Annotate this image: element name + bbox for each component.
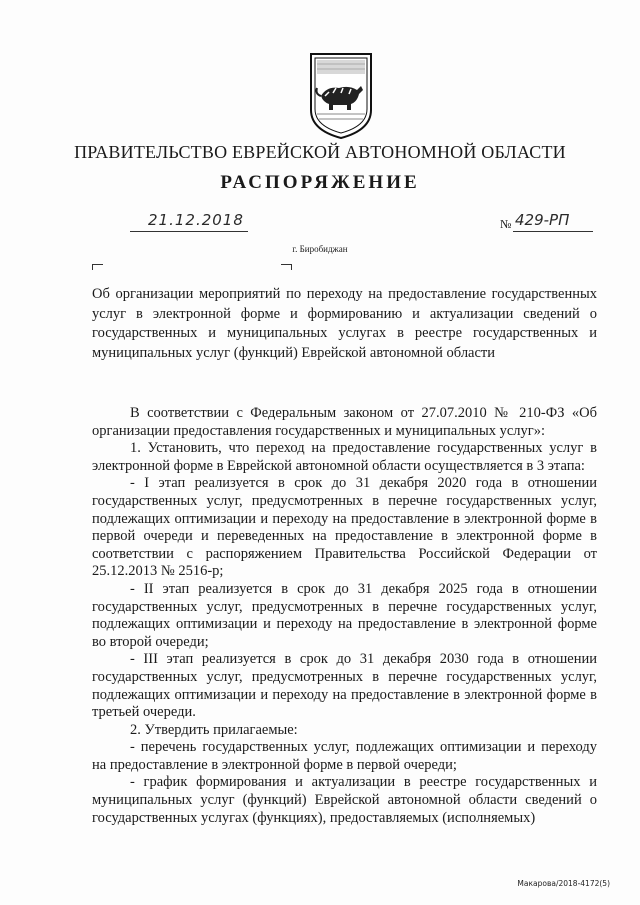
paragraph-list-perechen: - перечень государственных услуг, подлежащих оптимизации и переходу на предоставление в электронной форме в первой очереди;	[92, 739, 597, 773]
paragraph-list-grafik: - график формирования и актуализации в реестре государственных и муниципальных услуг (функций) Еврейской автономной области сведений о государственных услугах (функциях), предоставляемых (исполняемых)	[92, 774, 597, 826]
subject-bracket-left	[92, 264, 103, 270]
document-number: 429-РП	[515, 211, 570, 229]
footer-reference: Макарова/2018-4172(5)	[517, 879, 610, 888]
number-sign: №	[500, 217, 512, 231]
document-body	[92, 405, 597, 827]
date-underline	[130, 231, 248, 232]
paragraph-item-1: 1. Установить, что переход на предоставление государственных услуг в электронной форме в Еврейской автономной области осуществляется в 3 этапа:	[92, 440, 597, 474]
coat-of-arms-tiger-icon	[305, 52, 377, 140]
document-subject: Об организации мероприятий по переходу на предоставление государственных услуг в электронной форме и формированию и актуализации сведений о государственных и муниципальных услугах в реестре государственных и муниципальных услуг (функций) Еврейской автономной области	[92, 286, 597, 361]
document-date: 21.12.2018	[148, 211, 244, 229]
subject-bracket-right	[281, 264, 292, 270]
number-underline	[513, 231, 593, 232]
paragraph-stage-3: - III этап реализуется в срок до 31 декабря 2030 года в отношении государственных услуг, предусмотренных в перечне государственных услуг, подлежащих оптимизации и переходу на предоставление в электронной форме в третьей очереди.	[92, 651, 597, 721]
paragraph-preamble: В соответствии с Федеральным законом от 27.07.2010 № 210-ФЗ «Об организации предоставления государственных и муниципальных услуг»:	[92, 405, 597, 439]
city-label: г. Биробиджан	[292, 244, 348, 254]
paragraph-stage-2: - II этап реализуется в срок до 31 декабря 2025 года в отношении государственных услуг, предусмотренных в перечне государственных услуг, подлежащих оптимизации и переходу на предоставление в электронной форме во второй очереди;	[92, 580, 597, 650]
document-type-title: РАСПОРЯЖЕНИЕ	[220, 172, 420, 193]
paragraph-item-2: 2. Утвердить прилагаемые:	[130, 721, 298, 738]
paragraph-stage-1: - I этап реализуется в срок до 31 декабря 2020 года в отношении государственных услуг, предусмотренных в перечне государственных услуг, подлежащих оптимизации и переходу на предоставление в электронной форме в первой очереди и переведенных на предоставление в электронной форме в соответствии с распоряжением Правительства Российской Федерации от 25.12.2013 № 2516-р;	[92, 475, 597, 580]
government-title: ПРАВИТЕЛЬСТВО ЕВРЕЙСКОЙ АВТОНОМНОЙ ОБЛАСТИ	[74, 142, 566, 162]
